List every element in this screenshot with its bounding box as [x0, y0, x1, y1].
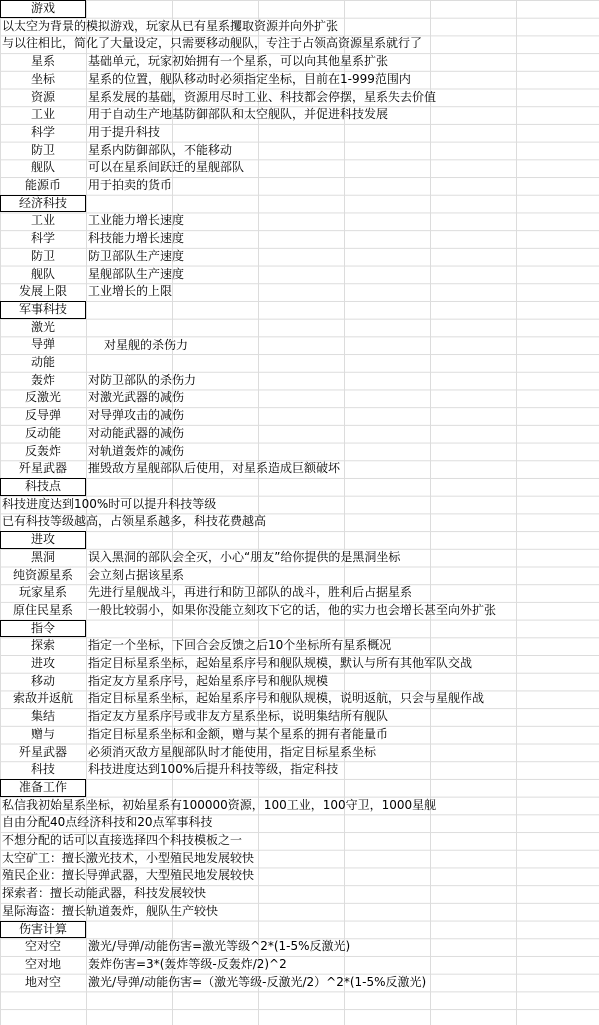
sheet-row	[0, 443, 599, 461]
description-cell[interactable]: 用于拍卖的货币	[88, 178, 173, 193]
section-header-cell[interactable]: 进攻	[0, 531, 86, 549]
sheet-row	[0, 531, 599, 549]
sheet-row	[0, 389, 599, 407]
description-cell[interactable]: 会立刻占据该星系	[88, 567, 185, 582]
sheet-row	[0, 35, 599, 53]
sheet-row	[0, 266, 599, 284]
sheet-row	[0, 956, 599, 974]
text-cell[interactable]: 已有科技等级越高，占领星系越多，科技花费越高	[2, 514, 267, 529]
term-cell[interactable]: 索敌并返航	[12, 691, 73, 706]
description-cell[interactable]: 激光/导弹/动能伤害=（激光等级-反激光/2）^2*(1-5%反激光)	[88, 974, 427, 989]
term-cell[interactable]: 星系	[30, 54, 55, 69]
text-cell[interactable]: 以太空为背景的模拟游戏，玩家从已有星系攫取资源并向外扩张	[2, 18, 339, 33]
description-cell[interactable]: 指定友方星系序号，起始星系序号和舰队规模	[88, 673, 329, 688]
text-cell[interactable]: 殖民企业：擅长导弹武器，大型殖民地发展较快	[2, 868, 255, 883]
sheet-row	[0, 142, 599, 160]
sheet-row	[0, 921, 599, 939]
description-cell[interactable]: 对导弹攻击的减伤	[88, 408, 185, 423]
sheet-row	[0, 301, 599, 319]
sheet-row	[0, 106, 599, 124]
description-cell[interactable]: 对动能武器的减伤	[88, 425, 185, 440]
sheet-row	[0, 336, 599, 354]
sheet-row	[0, 425, 599, 443]
term-cell[interactable]: 反轰炸	[24, 443, 61, 458]
sheet-row	[0, 71, 599, 89]
text-cell[interactable]: 自由分配40点经济科技和20点军事科技	[2, 815, 213, 830]
section-header-cell[interactable]: 军事科技	[0, 301, 86, 319]
term-cell[interactable]: 集结	[30, 709, 55, 724]
description-cell[interactable]: 对激光武器的减伤	[88, 390, 185, 405]
sheet-row	[0, 655, 599, 673]
text-cell[interactable]: 不想分配的话可以直接选择四个科技模板之一	[2, 833, 243, 848]
text-cell[interactable]: 私信我初始星系坐标，初始星系有100000资源，100工业，100守卫，1000星舰	[2, 797, 437, 812]
description-cell[interactable]: 用于提升科技	[88, 124, 161, 139]
sheet-row	[0, 407, 599, 425]
term-cell[interactable]: 空对地	[24, 956, 61, 971]
term-cell[interactable]: 工业	[30, 107, 55, 122]
description-cell[interactable]: 对轨道轰炸的减伤	[88, 443, 185, 458]
sheet-row	[0, 850, 599, 868]
sheet-row	[0, 478, 599, 496]
term-cell[interactable]: 工业	[30, 213, 55, 228]
term-cell[interactable]: 探索	[30, 638, 55, 653]
sheet-row	[0, 549, 599, 567]
sheet-row	[0, 159, 599, 177]
description-cell[interactable]: 星舰部队生产速度	[88, 266, 185, 281]
description-cell[interactable]: 指定目标星系坐标，起始星系序号和舰队规模，默认与所有其他军队交战	[88, 656, 473, 671]
description-cell[interactable]: 指定目标星系坐标和金额，赠与某个星系的拥有者能量币	[88, 726, 389, 741]
term-cell[interactable]: 科学	[30, 124, 55, 139]
sheet-row	[0, 496, 599, 514]
section-header-cell[interactable]: 科技点	[0, 478, 86, 496]
term-cell[interactable]: 防卫	[30, 142, 55, 157]
merged-description-cell[interactable]: 对星舰的杀伤力	[104, 337, 189, 352]
term-cell[interactable]: 导弹	[30, 337, 55, 352]
description-cell[interactable]: 防卫部队生产速度	[88, 248, 185, 263]
description-cell[interactable]: 工业增长的上限	[88, 284, 173, 299]
sheet-row	[0, 89, 599, 107]
sheet-row	[0, 584, 599, 602]
text-cell[interactable]: 探索者：擅长动能武器，科技发展较快	[2, 886, 207, 901]
sheet-row	[0, 814, 599, 832]
description-cell[interactable]: 摧毁敌方星舰部队后使用，对星系造成巨额破坏	[88, 461, 341, 476]
term-cell[interactable]: 科技	[30, 762, 55, 777]
term-cell[interactable]: 激光	[30, 319, 55, 334]
sheet-row	[0, 18, 599, 36]
description-cell[interactable]: 用于自动生产地基防御部队和太空舰队，并促进科技发展	[88, 107, 389, 122]
term-cell[interactable]: 空对空	[24, 939, 61, 954]
term-cell[interactable]: 科学	[30, 231, 55, 246]
text-cell[interactable]: 太空矿工：擅长激光技术，小型殖民地发展较快	[2, 850, 255, 865]
description-cell[interactable]: 误入黑洞的部队会全灭，小心“朋友”给你提供的是黑洞坐标	[88, 549, 401, 564]
sheet-row	[0, 319, 599, 337]
section-header-cell[interactable]: 指令	[0, 620, 86, 638]
sheet-row	[0, 177, 599, 195]
term-cell[interactable]: 坐标	[30, 71, 55, 86]
sheet-row	[0, 567, 599, 585]
text-cell[interactable]: 科技进度达到100%时可以提升科技等级	[2, 496, 217, 511]
term-cell[interactable]: 发展上限	[18, 284, 67, 299]
description-cell[interactable]: 一般比较弱小，如果你没能立刻攻下它的话，他的实力也会增长甚至向外扩张	[88, 602, 497, 617]
sheet-row	[0, 761, 599, 779]
section-header-cell[interactable]: 经济科技	[0, 195, 86, 213]
term-cell[interactable]: 地对空	[24, 974, 61, 989]
description-cell[interactable]: 指定目标星系坐标，起始星系序号和舰队规模，说明返航，只会与星舰作战	[88, 691, 485, 706]
term-cell[interactable]: 动能	[30, 355, 55, 370]
sheet-row	[0, 620, 599, 638]
description-cell[interactable]: 工业能力增长速度	[88, 213, 185, 228]
sheet-row	[0, 637, 599, 655]
section-header-cell[interactable]: 游戏	[0, 0, 86, 18]
sheet-row	[0, 0, 599, 18]
sheet-row	[0, 372, 599, 390]
sheet-row	[0, 974, 599, 992]
description-cell[interactable]: 科技能力增长速度	[88, 231, 185, 246]
section-header-cell[interactable]: 伤害计算	[0, 921, 86, 939]
term-cell[interactable]: 进攻	[30, 656, 55, 671]
sheet-row	[0, 726, 599, 744]
description-cell[interactable]: 星系的位置，舰队移动时必须指定坐标，目前在1-999范围内	[88, 71, 411, 86]
term-cell[interactable]: 歼星武器	[18, 461, 67, 476]
description-cell[interactable]: 星系发展的基础，资源用尽时工业、科技都会停摆，星系失去价值	[88, 89, 437, 104]
description-cell[interactable]: 对防卫部队的杀伤力	[88, 372, 197, 387]
description-cell[interactable]: 指定一个坐标，下回合会反馈之后10个坐标所有星系概况	[88, 638, 392, 653]
term-cell[interactable]: 移动	[30, 673, 55, 688]
term-cell[interactable]: 反导弹	[24, 408, 61, 423]
sheet-row	[0, 779, 599, 797]
description-cell[interactable]: 可以在星系间跃迁的星舰部队	[88, 160, 245, 175]
term-cell[interactable]: 防卫	[30, 248, 55, 263]
description-cell[interactable]: 星系内防御部队，不能移动	[88, 142, 233, 157]
sheet-row	[0, 212, 599, 230]
term-cell[interactable]: 舰队	[30, 266, 55, 281]
term-cell[interactable]: 资源	[30, 89, 55, 104]
term-cell[interactable]: 黑洞	[30, 549, 55, 564]
description-cell[interactable]: 必须消灭敌方星舰部队时才能使用，指定目标星系坐标	[88, 744, 377, 759]
sheet-row	[0, 903, 599, 921]
term-cell[interactable]: 赠与	[30, 726, 55, 741]
description-cell[interactable]: 科技进度达到100%后提升科技等级，指定科技	[88, 762, 339, 777]
sheet-row	[0, 53, 599, 71]
text-cell[interactable]: 与以往相比，简化了大量设定，只需要移动舰队，专注于占领高资源星系就行了	[2, 36, 423, 51]
description-cell[interactable]: 先进行星舰战斗，再进行和防卫部队的战斗，胜利后占据星系	[88, 585, 413, 600]
sheet-row	[0, 354, 599, 372]
sheet-row	[0, 832, 599, 850]
sheet-row	[0, 602, 599, 620]
sheet-row	[0, 124, 599, 142]
sheet-row	[0, 690, 599, 708]
sheet-row	[0, 248, 599, 266]
description-cell[interactable]: 激光/导弹/动能伤害=激光等级^2*(1-5%反激光)	[88, 939, 351, 954]
sheet-row	[0, 708, 599, 726]
text-cell[interactable]: 星际海盗：擅长轨道轰炸，舰队生产较快	[2, 903, 219, 918]
term-cell[interactable]: 歼星武器	[18, 744, 67, 759]
term-cell[interactable]: 舰队	[30, 160, 55, 175]
term-cell[interactable]: 原住民星系	[12, 602, 73, 617]
term-cell[interactable]: 反动能	[24, 425, 61, 440]
description-cell[interactable]: 指定友方星系序号或非友方星系坐标，说明集结所有舰队	[88, 709, 389, 724]
sheet-row	[0, 513, 599, 531]
sheet-row	[0, 230, 599, 248]
sheet-row	[0, 460, 599, 478]
sheet-row	[0, 195, 599, 213]
section-header-cell[interactable]: 准备工作	[0, 779, 86, 797]
sheet-row	[0, 797, 599, 815]
term-cell[interactable]: 纯资源星系	[12, 567, 73, 582]
sheet-row	[0, 867, 599, 885]
sheet-row	[0, 744, 599, 762]
sheet-row	[0, 673, 599, 691]
term-cell[interactable]: 能源币	[24, 178, 61, 193]
description-cell[interactable]: 基础单元，玩家初始拥有一个星系，可以向其他星系扩张	[88, 54, 389, 69]
term-cell[interactable]: 轰炸	[30, 372, 55, 387]
sheet-row	[0, 283, 599, 301]
term-cell[interactable]: 玩家星系	[18, 585, 67, 600]
term-cell[interactable]: 反激光	[24, 390, 61, 405]
sheet-row	[0, 938, 599, 956]
sheet-row	[0, 885, 599, 903]
description-cell[interactable]: 轰炸伤害=3*(轰炸等级-反轰炸/2)^2	[88, 956, 287, 971]
